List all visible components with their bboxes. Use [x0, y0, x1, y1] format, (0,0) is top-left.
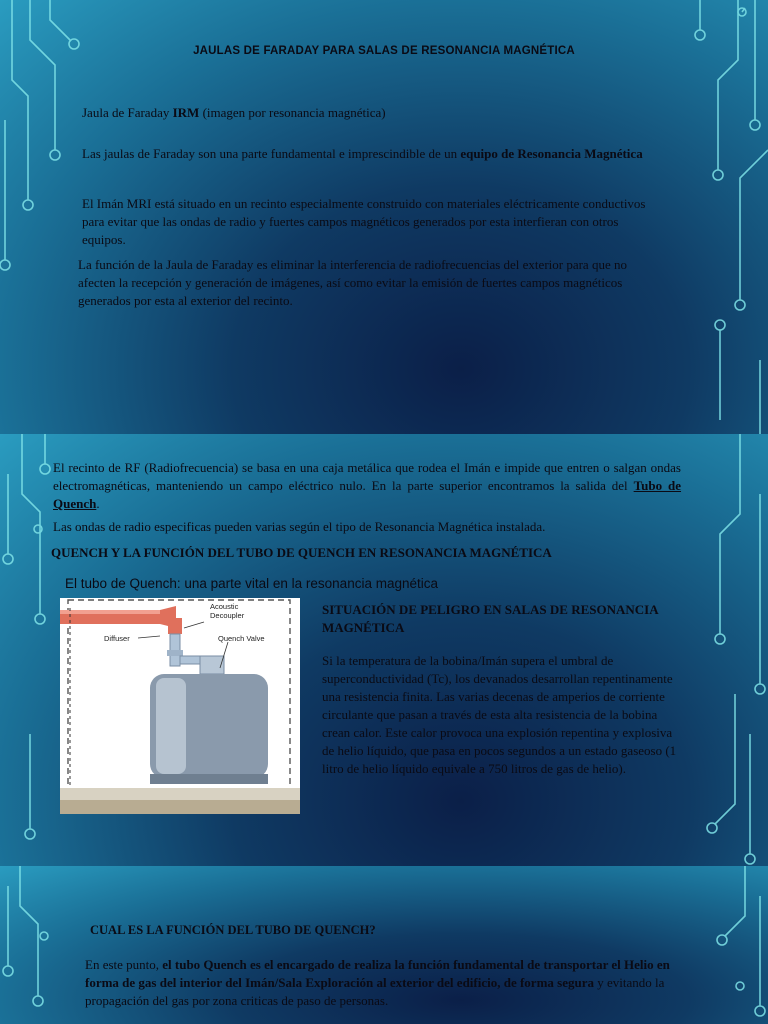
danger-title: SITUACIÓN DE PELIGRO EN SALAS DE RESONANCIA MAGNÉTICA — [322, 602, 658, 635]
slide-title: JAULAS DE FARADAY PARA SALAS DE RESONANCIA MAGNÉTICA — [193, 45, 575, 57]
intro-line — [82, 104, 386, 122]
slide-1 — [0, 0, 768, 434]
label-quench-valve: Quench Valve — [218, 634, 265, 643]
quench-function-heading: CUAL ES LA FUNCIÓN DEL TUBO DE QUENCH? — [90, 923, 376, 937]
paragraph-funcion: La función de la Jaula de Faraday es eliminar la interferencia de radiofrecuencias del exterior para que no afecten la recepción y generación de imágenes, así como evitar la emisión de fuertes campos magnéticos generados por esta al exterior del recinto. — [78, 257, 627, 308]
paragraph-recinto — [53, 459, 681, 513]
label-decoupler: Decoupler — [210, 611, 245, 620]
paragraph-ondas: Las ondas de radio especificas pueden varias según el tipo de Resonancia Magnética instalada. — [53, 519, 546, 534]
slide-3 — [0, 866, 768, 1024]
paragraph-fundamental — [82, 145, 682, 163]
section-heading-quench: QUENCH Y LA FUNCIÓN DEL TUBO DE QUENCH EN RESONANCIA MAGNÉTICA — [51, 545, 552, 560]
section-subheading: El tubo de Quench: una parte vital en la resonancia magnética — [65, 576, 438, 591]
label-diffuser: Diffuser — [104, 634, 130, 643]
recinto-period: . — [96, 496, 100, 511]
quench-body-text: En este punto, — [85, 957, 163, 972]
paragraph-iman: El Imán MRI está situado en un recinto especialmente construido con materiales eléctricamente conductivos para evitar que las ondas de radio y fuertes campos magnéticos generados por esta interfieran con otros equipos. — [82, 196, 646, 247]
recinto-text: El recinto de RF (Radiofrecuencia) se basa en una caja metálica que rodea el Imán e impide que entren o salgan ondas electromagnéticas, manteniendo un campo eléctrico nulo. En la parte superior encontramos la salida del — [53, 460, 681, 493]
label-acoustic: Acoustic — [210, 602, 239, 611]
intro-text: Jaula de Faraday — [82, 105, 173, 120]
slide-2 — [0, 434, 768, 866]
intro-bold: IRM — [172, 105, 200, 120]
intro-text-after: (imagen por resonancia magnética) — [199, 105, 386, 120]
danger-body: Si la temperatura de la bobina/Imán supera el umbral de superconductividad (Tc), los devanados desarrollan repentinamente una resistencia finita. Las varias decenas de amperios de corriente circulante que pasan a través de esta alta resistencia de la bobina crean calor. Este calor provoca una explosión repentina y explosiva de helio líquido, que pasa en pocos segundos a un estado gaseoso (1 litro de helio líquido equivale a 750 litros de gas de helio). — [322, 653, 677, 776]
tubo-de-quench-link[interactable]: Tubo de Quench — [53, 478, 682, 511]
fundamental-bold: equipo de Resonancia Magnética — [460, 146, 643, 161]
quench-function-body — [85, 956, 685, 1010]
fundamental-text: Las jaulas de Faraday son una parte fundamental e imprescindible de un — [82, 146, 461, 161]
quench-body-bold: el tubo Quench es el encargado de realiza la función fundamental de transportar el Helio en forma de gas del interior del Imán/Sala Exploración al exterior del edificio, de forma segura — [85, 957, 670, 990]
quench-diagram-drawing — [60, 598, 300, 814]
quench-diagram — [60, 598, 300, 814]
quench-body-after: y evitando la propagación del gas por zona criticas de paso de personas. — [85, 975, 665, 1008]
